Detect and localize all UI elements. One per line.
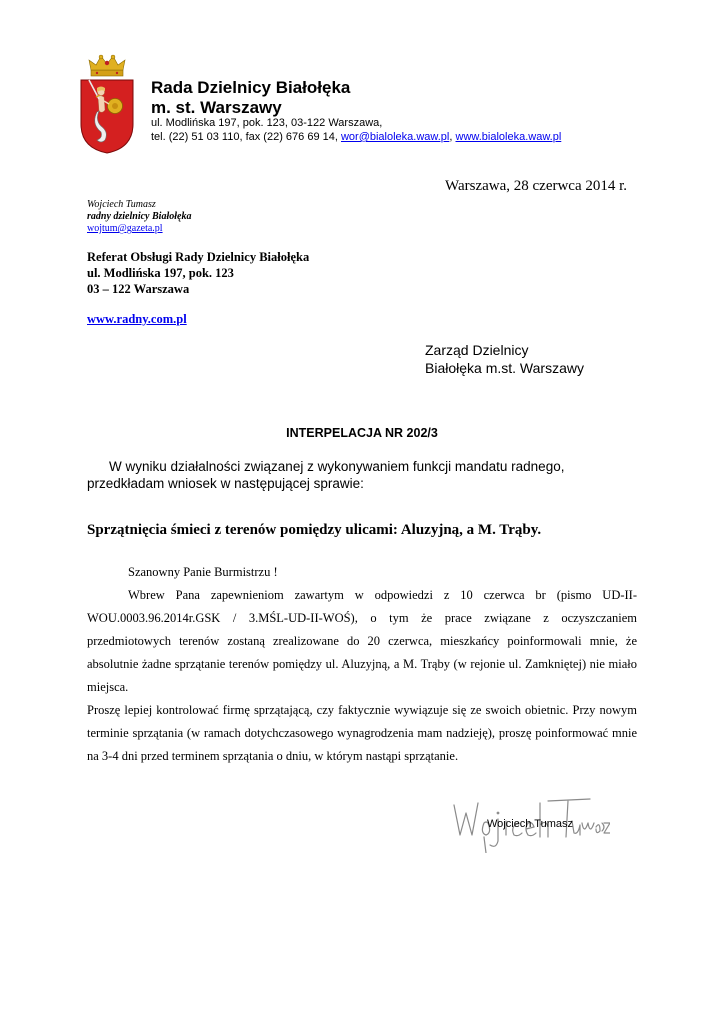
organization-contact [151, 130, 561, 144]
letter-date: Warszawa, 28 czerwca 2014 r. [445, 178, 628, 194]
crown-icon [89, 55, 125, 76]
organization-name [151, 78, 350, 118]
recipient-line2: Białołęka m.st. Warszawy [425, 360, 584, 376]
organization-website-link[interactable]: www.bialoleka.waw.pl [455, 131, 562, 143]
referat-website-link[interactable]: www.radny.com.pl [87, 312, 187, 326]
body-paragraph-1: Wbrew Pana zapewnieniom zawartym w odpowiedzi z 10 czerwca br (pismo UD-II-WOU.0003.96.2014r.GSK / 3.MŚL-UD-II-WOŚ), o tym że prace związane z oczyszczaniem przedmiotowych terenów zostaną zrealizowane do 20 czerwca, mieszkańcy poinformowali mnie, że absolutnie żadne sprzątanie terenów pomiędzy ul. Aluzyjną, a M. Trąby (w rejonie ul. Zamkniętej) nie miało miejsca. [87, 588, 637, 694]
recipient-line1: Zarząd Dzielnicy [425, 342, 529, 358]
signature-printed-name: Wojciech Tumasz [487, 818, 573, 830]
recipient-block [425, 341, 584, 377]
letter-subject: Sprzątnięcia śmieci z terenów pomiędzy ulicami: Aluzyjną, a M. Trąby. [87, 522, 542, 538]
intro-text [87, 458, 627, 492]
document-title: INTERPELACJA NR 202/3 [286, 426, 438, 440]
warsaw-crest-logo [79, 54, 135, 154]
organization-name-line1: Rada Dzielnicy Białołęka [151, 78, 351, 97]
contact-separator: , [449, 131, 456, 143]
intro-line2: przedkładam wniosek w następującej sprawie: [87, 476, 364, 491]
sender-email-link[interactable]: wojtum@gazeta.pl [87, 223, 163, 234]
contact-phone-fax: tel. (22) 51 03 110, fax (22) 676 69 14, [151, 131, 341, 143]
organization-email-link[interactable]: wor@bialoleka.waw.pl [340, 131, 450, 143]
sender-name: Wojciech Tumasz [87, 199, 156, 210]
organization-name-line2: m. st. Warszawy [151, 98, 282, 117]
body-paragraph-2: Proszę lepiej kontrolować firmę sprzątającą, czy faktycznie wywiązuje się ze swoich obietnic. Przy nowym terminie sprzątania (w ramach dotychczasowego wynagrodzenia mam nadzieję), proszę poinformować mnie na 3-4 dni przed terminem sprzątania o dniu, w którym nastąpi sprzątanie. [87, 703, 637, 763]
referat-address-block [87, 249, 309, 297]
referat-city: 03 – 122 Warszawa [87, 282, 190, 296]
sender-role: radny dzielnicy Białołęka [87, 211, 192, 222]
organization-address: ul. Modlińska 197, pok. 123, 03-122 Warszawa, [151, 117, 383, 129]
intro-line1: W wyniku działalności związanej z wykonywaniem funkcji mandatu radnego, [109, 459, 565, 474]
referat-name: Referat Obsługi Rady Dzielnicy Białołęka [87, 250, 310, 264]
organization-address-block [151, 116, 561, 144]
greeting: Szanowny Panie Burmistrzu ! [128, 565, 278, 579]
referat-street: ul. Modlińska 197, pok. 123 [87, 266, 234, 280]
letter-body [87, 584, 637, 768]
